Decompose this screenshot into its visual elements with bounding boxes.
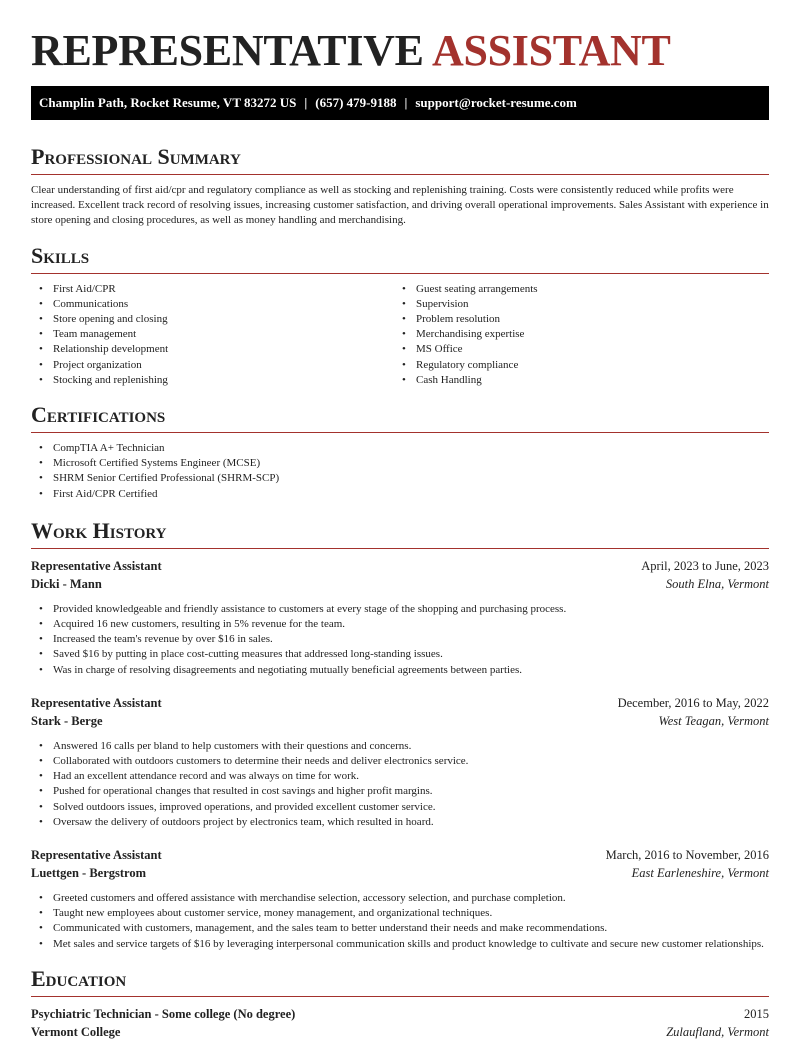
- job-duty: • Provided knowledgeable and friendly assistance to customers at every stage of the shopping and purchasing process.: [31, 602, 769, 617]
- education-entry: [31, 1005, 769, 1041]
- contact-separator: |: [304, 95, 308, 110]
- skill-item: • Merchandising expertise: [394, 327, 757, 342]
- job-title: Representative Assistant: [31, 558, 162, 573]
- contact-bar: [31, 86, 769, 120]
- summary-text: Clear understanding of first aid/cpr and regulatory compliance as well as stocking and replenishing training. Costs were consistently reduced while profits were increased. Excellent track record of resolving issues, increasing customer satisfaction, and driving overall operational improvements. Sales Assistant with experience in store opening and closing procedures, as well as money handling and merchandising.: [31, 184, 769, 227]
- certifications-list: [31, 441, 769, 502]
- title-main: REPRESENTATIVE: [31, 26, 424, 75]
- education-school-row: [31, 1023, 769, 1041]
- job-duty: • Increased the team's revenue by over $16 in sales.: [31, 632, 769, 647]
- contact-email: support@rocket-resume.com: [415, 95, 577, 110]
- job-header-row: [31, 694, 769, 712]
- job-duty: • Greeted customers and offered assistance with merchandise selection, accessory selection, and purchase completion.: [31, 891, 769, 906]
- job-duties-list: [31, 739, 769, 830]
- job-location: West Teagan, Vermont: [658, 713, 769, 728]
- job-duty: • Had an excellent attendance record and was always on time for work.: [31, 769, 769, 784]
- skill-item: • Stocking and replenishing: [31, 373, 394, 388]
- job-entry: [31, 846, 769, 952]
- job-company-row: [31, 712, 769, 730]
- education-location: Zulaufland, Vermont: [666, 1024, 769, 1039]
- skills-columns: [31, 282, 769, 388]
- skills-section: [31, 243, 769, 388]
- job-dates: April, 2023 to June, 2023: [641, 558, 769, 573]
- certification-item: • SHRM Senior Certified Professional (SHRM-SCP): [31, 471, 769, 486]
- skill-item: • Problem resolution: [394, 312, 757, 327]
- job-company: Dicki - Mann: [31, 576, 102, 591]
- skill-item: • First Aid/CPR: [31, 282, 394, 297]
- skill-item: • Cash Handling: [394, 373, 757, 388]
- job-duty: • Taught new employees about customer service, money management, and organizational techniques.: [31, 906, 769, 921]
- job-company-row: [31, 864, 769, 882]
- certification-item: • First Aid/CPR Certified: [31, 487, 769, 502]
- job-header-row: [31, 846, 769, 864]
- job-duty: • Pushed for operational changes that resulted in cost savings and higher profit margins.: [31, 784, 769, 799]
- job-duties-list: [31, 602, 769, 678]
- skills-list-right: [394, 282, 757, 388]
- job-duty: • Oversaw the delivery of outdoors project by electronics team, which resulted in hoard.: [31, 815, 769, 830]
- education-heading: Education: [31, 966, 769, 997]
- education-section: [31, 966, 769, 1041]
- education-degree-row: [31, 1005, 769, 1023]
- skills-list-left: [31, 282, 394, 388]
- job-company-row: [31, 575, 769, 593]
- job-duty: • Saved $16 by putting in place cost-cutting measures that addressed long-standing issues.: [31, 647, 769, 662]
- skill-item: • Supervision: [394, 297, 757, 312]
- skill-item: • Team management: [31, 327, 394, 342]
- job-duties-list: [31, 891, 769, 952]
- job-title: Representative Assistant: [31, 848, 162, 863]
- work-history-heading: Work History: [31, 518, 769, 549]
- job-company: Luettgen - Bergstrom: [31, 866, 147, 881]
- skill-item: • Guest seating arrangements: [394, 282, 757, 297]
- certification-item: • CompTIA A+ Technician: [31, 441, 769, 456]
- skill-item: • MS Office: [394, 342, 757, 357]
- education-school: Vermont College: [31, 1024, 121, 1039]
- job-duty: • Solved outdoors issues, improved operations, and provided excellent customer service.: [31, 800, 769, 815]
- education-year: 2015: [744, 1006, 769, 1021]
- summary-heading: Professional Summary: [31, 144, 769, 175]
- job-duty: • Was in charge of resolving disagreements and negotiating mutually beneficial agreements between parties.: [31, 663, 769, 678]
- skill-item: • Relationship development: [31, 342, 394, 357]
- job-duty: • Acquired 16 new customers, resulting in 5% revenue for the team.: [31, 617, 769, 632]
- page-title: [31, 0, 769, 74]
- skill-item: • Project organization: [31, 358, 394, 373]
- title-accent: ASSISTANT: [431, 26, 671, 75]
- contact-separator: |: [404, 95, 408, 110]
- certifications-heading: Certifications: [31, 402, 769, 433]
- contact-address: Champlin Path, Rocket Resume, VT 83272 US: [39, 95, 297, 110]
- job-company: Stark - Berge: [31, 713, 103, 728]
- job-title: Representative Assistant: [31, 695, 162, 710]
- job-duty: • Answered 16 calls per bland to help customers with their questions and concerns.: [31, 739, 769, 754]
- skill-item: • Communications: [31, 297, 394, 312]
- contact-phone: (657) 479-9188: [315, 95, 397, 110]
- job-dates: December, 2016 to May, 2022: [617, 695, 769, 710]
- summary-section: [31, 144, 769, 229]
- skill-item: • Store opening and closing: [31, 312, 394, 327]
- work-history-section: [31, 518, 769, 952]
- certifications-section: [31, 402, 769, 502]
- job-header-row: [31, 557, 769, 575]
- job-duty: • Communicated with customers, management, and the sales team to better understand their needs and make recommendations.: [31, 921, 769, 936]
- job-entry: [31, 694, 769, 830]
- education-degree: Psychiatric Technician - Some college (No degree): [31, 1006, 296, 1021]
- certification-item: • Microsoft Certified Systems Engineer (MCSE): [31, 456, 769, 471]
- job-entry: [31, 557, 769, 678]
- job-location: East Earleneshire, Vermont: [631, 866, 769, 881]
- job-duty: • Met sales and service targets of $16 by leveraging interpersonal communication skills and product knowledge to cultivate and secure new customer relationships.: [31, 937, 769, 952]
- skill-item: • Regulatory compliance: [394, 358, 757, 373]
- skills-heading: Skills: [31, 243, 769, 274]
- job-dates: March, 2016 to November, 2016: [605, 848, 769, 863]
- job-duty: • Collaborated with outdoors customers to determine their needs and deliver electronics service.: [31, 754, 769, 769]
- job-location: South Elna, Vermont: [665, 576, 769, 591]
